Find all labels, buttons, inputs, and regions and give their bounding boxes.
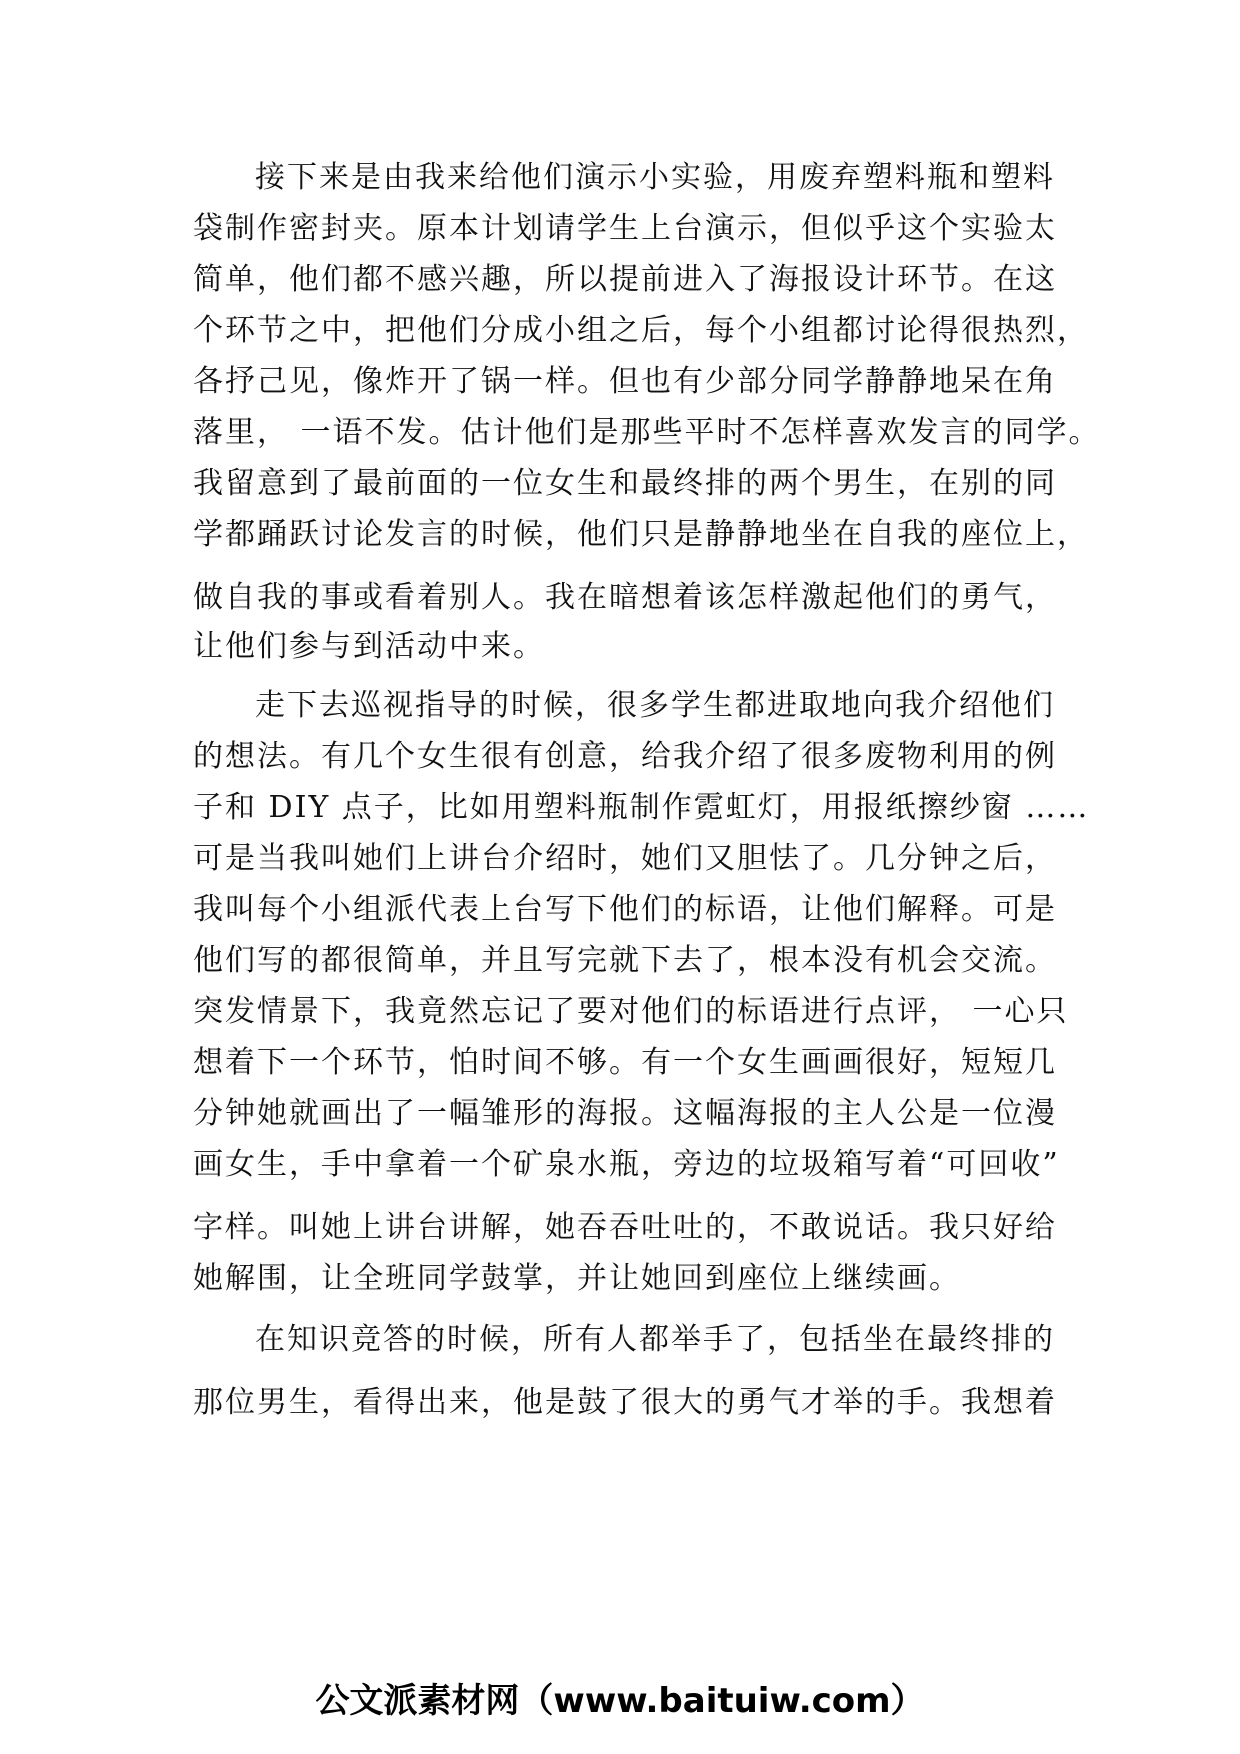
text-line: 他们写的都很简单，并且写完就下去了，根本没有机会交流。: [193, 943, 1057, 978]
text-line: 各抒己见，像炸开了锅一样。但也有少部分同学静静地呆在角: [193, 364, 1057, 399]
text-line: 学都踊跃讨论发言的时候，他们只是静静地坐在自我的座位上，: [193, 517, 1089, 552]
text-line: 分钟她就画出了一幅雏形的海报。这幅海报的主人公是一位漫: [193, 1096, 1057, 1131]
text-line: 走下去巡视指导的时候，很多学生都进取地向我介绍他们: [255, 688, 1055, 723]
text-line: 落里， 一语不发。估计他们是那些平时不怎样喜欢发言的同学。: [193, 415, 1101, 450]
text-line: 让他们参与到活动中来。: [193, 629, 545, 664]
footer-watermark: 公文派素材网（www.baituiw.com）: [315, 1681, 925, 1721]
text-line: 子和 DIY 点子，比如用塑料瓶制作霓虹灯，用报纸擦纱窗 ……: [193, 790, 1090, 825]
text-line: 我叫每个小组派代表上台写下他们的标语，让他们解释。可是: [193, 892, 1057, 927]
text-line: 画女生，手中拿着一个矿泉水瓶，旁边的垃圾箱写着“可回收”: [193, 1147, 1060, 1182]
text-line: 在知识竞答的时候，所有人都举手了，包括坐在最终排的: [255, 1322, 1055, 1357]
text-line: 那位男生，看得出来，他是鼓了很大的勇气才举的手。我想着: [193, 1385, 1057, 1420]
text-line: 个环节之中，把他们分成小组之后，每个小组都讨论得很热烈，: [193, 313, 1089, 348]
text-line: 我留意到了最前面的一位女生和最终排的两个男生，在别的同: [193, 466, 1057, 501]
text-line: 她解围，让全班同学鼓掌，并让她回到座位上继续画。: [193, 1261, 961, 1296]
text-line: 想着下一个环节，怕时间不够。有一个女生画画很好，短短几: [193, 1045, 1057, 1080]
text-line: 突发情景下，我竟然忘记了要对他们的标语进行点评， 一心只: [193, 994, 1069, 1029]
text-line: 的想法。有几个女生很有创意，给我介绍了很多废物利用的例: [193, 739, 1057, 774]
text-line: 接下来是由我来给他们演示小实验，用废弃塑料瓶和塑料: [255, 160, 1055, 195]
text-line: 字样。叫她上讲台讲解，她吞吞吐吐的，不敢说话。我只好给: [193, 1210, 1057, 1245]
text-line: 做自我的事或看着别人。我在暗想着该怎样激起他们的勇气，: [193, 580, 1057, 615]
text-line: 简单，他们都不感兴趣，所以提前进入了海报设计环节。在这: [193, 262, 1057, 297]
text-line: 袋制作密封夹。原本计划请学生上台演示，但似乎这个实验太: [193, 211, 1057, 246]
text-line: 可是当我叫她们上讲台介绍时，她们又胆怯了。几分钟之后，: [193, 841, 1057, 876]
